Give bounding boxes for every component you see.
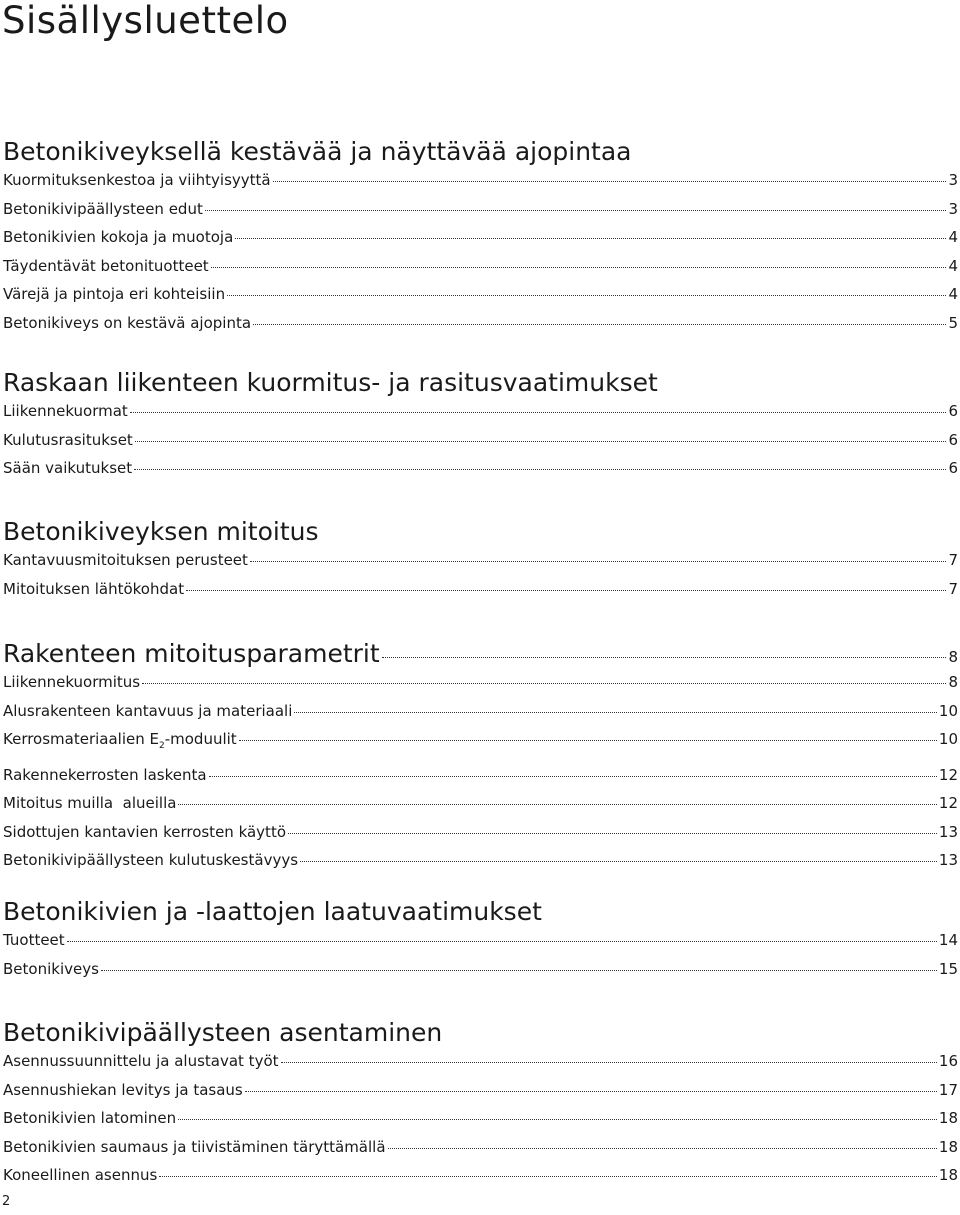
entry-title: Tuotteet: [3, 931, 65, 949]
entry-page: 13: [938, 822, 958, 841]
toc-entry[interactable]: [3, 223, 958, 252]
section-heading: Rakenteen mitoitusparametrit: [3, 639, 380, 668]
toc-entry[interactable]: [3, 1047, 958, 1076]
section-heading: Betonikiveyksen mitoitus: [3, 517, 319, 546]
entry-title: Kantavuusmitoituksen perusteet: [3, 551, 248, 569]
entry-page: 18: [938, 1166, 958, 1184]
dot-leader: [239, 740, 937, 741]
entry-page: 8: [948, 673, 958, 691]
dot-leader: [186, 590, 946, 591]
entry-title-part: -moduulit: [164, 730, 237, 748]
entry-title: Betonikivien saumaus ja tiivistäminen täryttämällä: [3, 1137, 386, 1156]
dot-leader: [135, 441, 947, 442]
toc-entry[interactable]: [3, 955, 958, 984]
dot-leader: [67, 941, 937, 942]
entry-title: Mitoituksen lähtökohdat: [3, 579, 185, 598]
entry-title: Betonikiveys: [3, 959, 99, 978]
toc-entry[interactable]: [3, 926, 958, 955]
dot-leader: [253, 324, 946, 325]
entry-title: Liikennekuormitus: [3, 673, 141, 691]
entry-title: Värejä ja pintoja eri kohteisiin: [3, 285, 226, 303]
toc-entry[interactable]: [3, 426, 958, 455]
entry-title: Täydentävät betonituotteet: [3, 256, 209, 275]
toc-section-3: [3, 516, 958, 603]
toc-entry[interactable]: [3, 1133, 958, 1162]
toc-entry[interactable]: [3, 818, 958, 847]
toc-entry[interactable]: [3, 761, 958, 790]
entry-page: 3: [948, 199, 958, 218]
dot-leader: [205, 210, 947, 211]
dot-leader: [273, 181, 947, 182]
dot-leader: [159, 1176, 937, 1177]
dot-leader: [235, 238, 946, 239]
entry-title: [3, 725, 237, 761]
entry-title: Mitoitus muilla alueilla: [3, 794, 177, 812]
page-number: 2: [2, 1194, 11, 1209]
dot-leader: [245, 1091, 937, 1092]
dot-leader: [178, 804, 936, 805]
dot-leader: [250, 561, 947, 562]
section-heading: Betonikivipäällysteen asentaminen: [3, 1018, 443, 1047]
entry-title-part: Kerrosmateriaalien E: [3, 730, 159, 748]
dot-leader: [101, 970, 937, 971]
toc-entry[interactable]: [3, 668, 958, 697]
entry-page: 14: [938, 931, 958, 949]
toc-entry[interactable]: [3, 725, 958, 761]
toc-entry[interactable]: [3, 195, 958, 224]
toc-entry[interactable]: [3, 309, 958, 338]
entry-title: Betonikivipäällysteen kulutuskestävyys: [3, 851, 299, 869]
dot-leader: [178, 1119, 937, 1120]
toc-entry[interactable]: [3, 697, 958, 726]
dot-leader: [227, 295, 946, 296]
toc-entry[interactable]: [3, 252, 958, 281]
toc-section-6: [3, 1017, 958, 1190]
entry-page: 18: [938, 1109, 958, 1127]
entry-page: 3: [948, 171, 958, 189]
entry-page: 18: [938, 1137, 958, 1156]
entry-title: Alusrakenteen kantavuus ja materiaali: [3, 701, 293, 720]
toc-entry[interactable]: [3, 454, 958, 483]
entry-title: Sidottujen kantavien kerrosten käyttö: [3, 822, 287, 841]
entry-page: 10: [938, 730, 958, 748]
toc-entry[interactable]: [3, 546, 958, 575]
entry-page: 12: [938, 794, 958, 812]
toc-entry[interactable]: [3, 575, 958, 604]
dot-leader: [288, 833, 937, 834]
page-title: Sisällysluettelo: [2, 0, 289, 42]
toc-section-5: [3, 896, 958, 983]
toc-entry[interactable]: [3, 166, 958, 195]
entry-page: 6: [948, 402, 958, 420]
entry-title: Rakennekerrosten laskenta: [3, 765, 207, 784]
entry-page: 4: [948, 285, 958, 303]
entry-page: 6: [948, 430, 958, 449]
entry-title: Asennushiekan levitys ja tasaus: [3, 1080, 243, 1099]
toc-section-1: [3, 136, 958, 337]
entry-page: 6: [948, 459, 958, 477]
toc-entry[interactable]: [3, 280, 958, 309]
section-heading: Raskaan liikenteen kuormitus- ja rasitusvaatimukset: [3, 368, 658, 397]
toc-entry[interactable]: [3, 397, 958, 426]
entry-page: 12: [938, 765, 958, 784]
entry-page: 7: [948, 579, 958, 598]
entry-title: Kulutusrasitukset: [3, 430, 133, 449]
toc-section-2: [3, 367, 958, 483]
entry-title: Liikennekuormat: [3, 402, 128, 420]
dot-leader: [281, 1062, 937, 1063]
dot-leader: [209, 776, 937, 777]
entry-title: Betonikivipäällysteen edut: [3, 199, 203, 218]
toc-section-4: [3, 638, 958, 875]
toc-entry[interactable]: [3, 1161, 958, 1190]
dot-leader: [388, 1148, 937, 1149]
dot-leader: [300, 861, 937, 862]
dot-leader: [134, 469, 946, 470]
dot-leader: [382, 657, 947, 658]
entry-title: Sään vaikutukset: [3, 459, 133, 477]
entry-page: 4: [948, 256, 958, 275]
entry-page: 8: [948, 648, 958, 666]
entry-page: 15: [938, 959, 958, 978]
dot-leader: [142, 683, 946, 684]
section-heading: Betonikivien ja -laattojen laatuvaatimukset: [3, 897, 542, 926]
toc-entry[interactable]: [3, 1076, 958, 1105]
entry-title: Betonikivien kokoja ja muotoja: [3, 228, 234, 246]
entry-page: 4: [948, 228, 958, 246]
dot-leader: [130, 412, 947, 413]
entry-title: Koneellinen asennus: [3, 1166, 158, 1184]
entry-title: Kuormituksenkestoa ja viihtyisyyttä: [3, 171, 271, 189]
toc-entry[interactable]: [3, 846, 958, 875]
entry-page: 5: [948, 313, 958, 332]
entry-page: 10: [938, 701, 958, 720]
entry-title: Betonikiveys on kestävä ajopinta: [3, 313, 252, 332]
toc-entry[interactable]: [3, 1104, 958, 1133]
dot-leader: [211, 267, 947, 268]
toc-heading-entry[interactable]: [3, 638, 958, 670]
subscript: 2: [159, 741, 165, 751]
entry-page: 13: [938, 851, 958, 869]
entry-title: Betonikivien latominen: [3, 1109, 177, 1127]
entry-page: 16: [938, 1052, 958, 1070]
entry-page: 7: [948, 551, 958, 569]
section-heading: Betonikiveyksellä kestävää ja näyttävää ajopintaa: [3, 137, 632, 166]
entry-page: 17: [938, 1080, 958, 1099]
entry-title: Asennussuunnittelu ja alustavat työt: [3, 1052, 279, 1070]
toc-entry[interactable]: [3, 789, 958, 818]
dot-leader: [294, 712, 937, 713]
